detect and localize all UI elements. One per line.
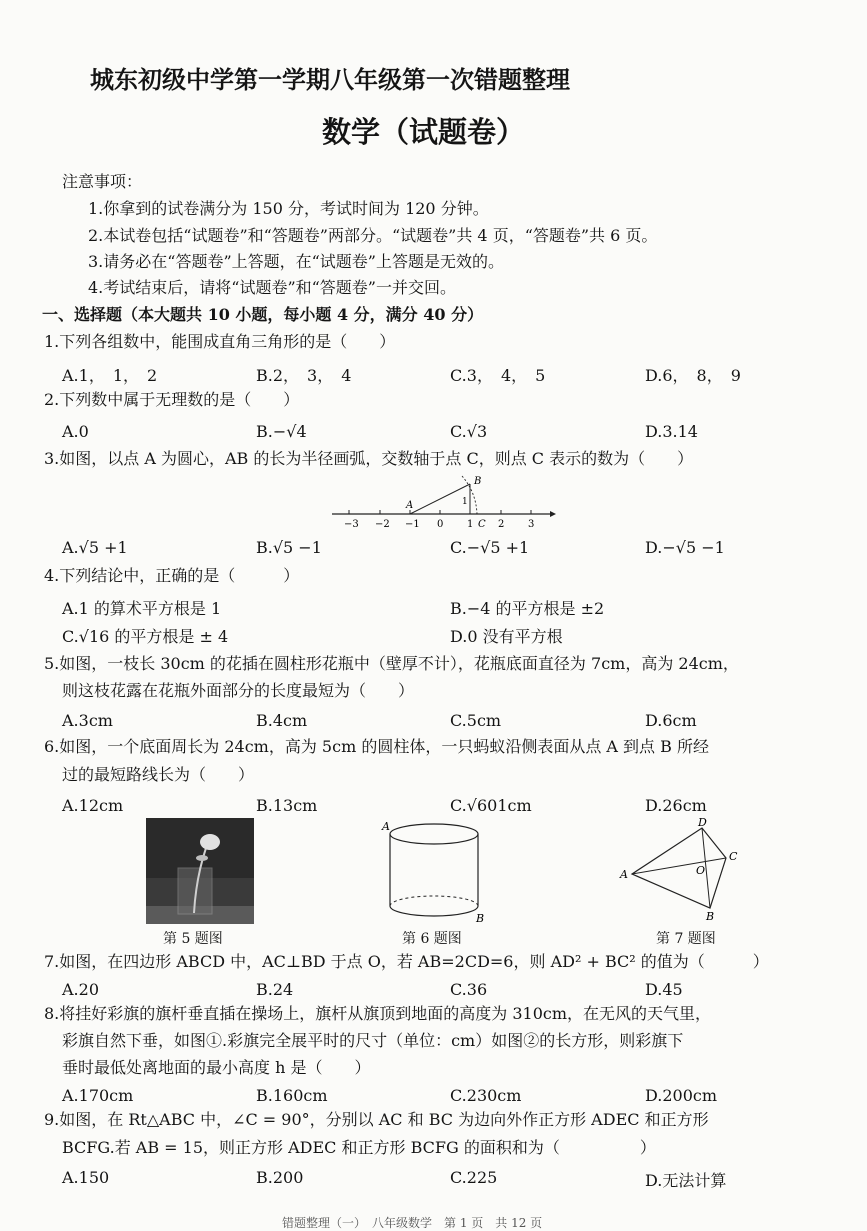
- question-stem: 9.如图，在 Rt△ABC 中，∠C = 90°，分别以 AC 和 BC 为边向外作正方形 ADEC 和正方形: [44, 1110, 709, 1129]
- number-line-figure: [328, 470, 558, 530]
- point-c-label: C: [478, 519, 486, 530]
- tick-label: 0: [437, 519, 444, 530]
- option-c: C.230cm: [450, 1086, 522, 1105]
- option-b: B.√5 −1: [256, 538, 322, 557]
- point-b-label: B: [706, 910, 715, 923]
- option-d: D.26cm: [645, 796, 707, 815]
- question-stem: 8.将挂好彩旗的旗杆垂直插在操场上，旗杆从旗顶到地面的高度为 310cm，在无风的天气里，: [44, 1004, 712, 1023]
- axis-arrow: [550, 511, 556, 517]
- option-a: A.3cm: [62, 711, 113, 730]
- tick-label: 3: [528, 519, 535, 530]
- option-a: A.1 的算术平方根是 1: [62, 599, 222, 618]
- option-b: B.4cm: [256, 711, 308, 730]
- unit-label: 1: [462, 497, 468, 507]
- option-c: C.5cm: [450, 711, 502, 730]
- option-a: A.12cm: [62, 796, 124, 815]
- tick-label: 1: [467, 519, 474, 530]
- figure-caption: 第 7 题图: [656, 931, 716, 947]
- option-b: B.200: [256, 1168, 304, 1187]
- option-d: D.6cm: [645, 711, 697, 730]
- option-a: A.0: [62, 422, 89, 441]
- option-b: B.−4 的平方根是 ±2: [450, 599, 605, 618]
- option-d: D.−√5 −1: [645, 538, 725, 557]
- figure-caption: 第 5 题图: [163, 931, 223, 947]
- option-b: B.13cm: [256, 796, 318, 815]
- option-c: C.3， 4， 5: [450, 366, 546, 385]
- question-stem: 4.下列结论中，正确的是（ ）: [44, 566, 300, 585]
- question-stem-cont: 过的最短路线长为（ ）: [62, 765, 255, 784]
- notice-item: 3.请务必在“答题卷”上答题，在“试题卷”上答题是无效的。: [88, 252, 504, 271]
- question-stem: 2.下列数中属于无理数的是（ ）: [44, 390, 300, 409]
- flower-head: [200, 834, 220, 850]
- point-o-label: O: [696, 864, 706, 877]
- cylinder-figure: [378, 818, 488, 924]
- point-c-label: C: [729, 850, 738, 863]
- page-footer: 错题整理（一） 八年级数学 第 1 页 共 12 页: [282, 1216, 543, 1230]
- point-a-label: A: [406, 500, 414, 511]
- option-d: D.0 没有平方根: [450, 627, 563, 646]
- question-stem-cont: 则这枝花露在花瓶外面部分的长度最短为（ ）: [62, 681, 415, 700]
- document-subtitle: 数学（试题卷）: [322, 115, 526, 149]
- notice-item: 4.考试结束后，请将“试题卷”和“答题卷”一并交回。: [88, 278, 456, 297]
- question-stem-cont: 彩旗自然下垂，如图①.彩旗完全展平时的尺寸（单位：cm）如图②的长方形，则彩旗下: [62, 1031, 684, 1050]
- notice-heading: 注意事项：: [62, 172, 143, 191]
- tick-label: 2: [498, 519, 505, 530]
- option-b: B.−√4: [256, 422, 307, 441]
- option-a: A.170cm: [62, 1086, 134, 1105]
- option-c: C.36: [450, 980, 488, 999]
- question-stem: 3.如图，以点 A 为圆心，AB 的长为半径画弧，交数轴于点 C，则点 C 表示的数为（ ）: [44, 449, 694, 468]
- option-a: A.20: [62, 980, 99, 999]
- option-d: D.6， 8， 9: [645, 366, 741, 385]
- cylinder-bottom: [390, 906, 478, 916]
- tick-label: −1: [405, 519, 420, 530]
- point-a-label: A: [620, 868, 628, 881]
- option-c: C.√16 的平方根是 ± 4: [62, 627, 229, 646]
- option-c: C.−√5 +1: [450, 538, 530, 557]
- option-c: C.√3: [450, 422, 488, 441]
- notice-item: 2.本试卷包括“试题卷”和“答题卷”两部分。“试题卷”共 4 页，“答题卷”共 6 页。: [88, 226, 658, 245]
- question-stem: 6.如图，一个底面周长为 24cm，高为 5cm 的圆柱体，一只蚂蚁沿侧表面从点 A 到点 B 所经: [44, 737, 709, 756]
- notice-item: 1.你拿到的试卷满分为 150 分，考试时间为 120 分钟。: [88, 199, 489, 218]
- option-a: A.√5 +1: [62, 538, 128, 557]
- option-b: B.160cm: [256, 1086, 328, 1105]
- point-b-label: B: [476, 912, 485, 924]
- question-stem: 5.如图，一枝长 30cm 的花插在圆柱形花瓶中（壁厚不计），花瓶底面直径为 7cm，高为 24cm，: [44, 654, 739, 673]
- option-c: C.225: [450, 1168, 498, 1187]
- segment-ab: [410, 484, 470, 514]
- document-title: 城东初级中学第一学期八年级第一次错题整理: [90, 66, 570, 94]
- option-a: A.150: [62, 1168, 110, 1187]
- option-d: D.45: [645, 980, 683, 999]
- diagonal-ac: [632, 858, 726, 874]
- quad-abcd: [632, 828, 726, 908]
- tick-label: −3: [344, 519, 359, 530]
- option-b: B.24: [256, 980, 294, 999]
- option-b: B.2， 3， 4: [256, 366, 352, 385]
- option-d: D.无法计算: [645, 1171, 727, 1190]
- question-stem: 1.下列各组数中，能围成直角三角形的是（ ）: [44, 332, 396, 351]
- point-d-label: D: [698, 818, 707, 829]
- option-a: A.1， 1， 2: [62, 366, 158, 385]
- tick-label: −2: [375, 519, 390, 530]
- figure-caption: 第 6 题图: [402, 931, 462, 947]
- quadrilateral-figure: [618, 818, 748, 924]
- section-heading: 一、选择题（本大题共 10 小题，每小题 4 分，满分 40 分）: [42, 305, 484, 324]
- question-stem: 7.如图，在四边形 ABCD 中，AC⊥BD 于点 O，若 AB=2CD=6，则 AD² + BC² 的值为（ ）: [44, 952, 769, 971]
- cylinder-top: [390, 824, 478, 844]
- option-d: D.200cm: [645, 1086, 718, 1105]
- flower-vase-photo: [146, 818, 254, 924]
- point-b-label: B: [474, 476, 482, 487]
- question-stem-cont: BCFG.若 AB = 15，则正方形 ADEC 和正方形 BCFG 的面积和为（ ）: [62, 1138, 656, 1157]
- option-c: C.√601cm: [450, 796, 532, 815]
- question-stem-cont: 垂时最低处离地面的最小高度 h 是（ ）: [62, 1058, 371, 1077]
- option-d: D.3.14: [645, 422, 698, 441]
- point-a-label: A: [382, 820, 390, 833]
